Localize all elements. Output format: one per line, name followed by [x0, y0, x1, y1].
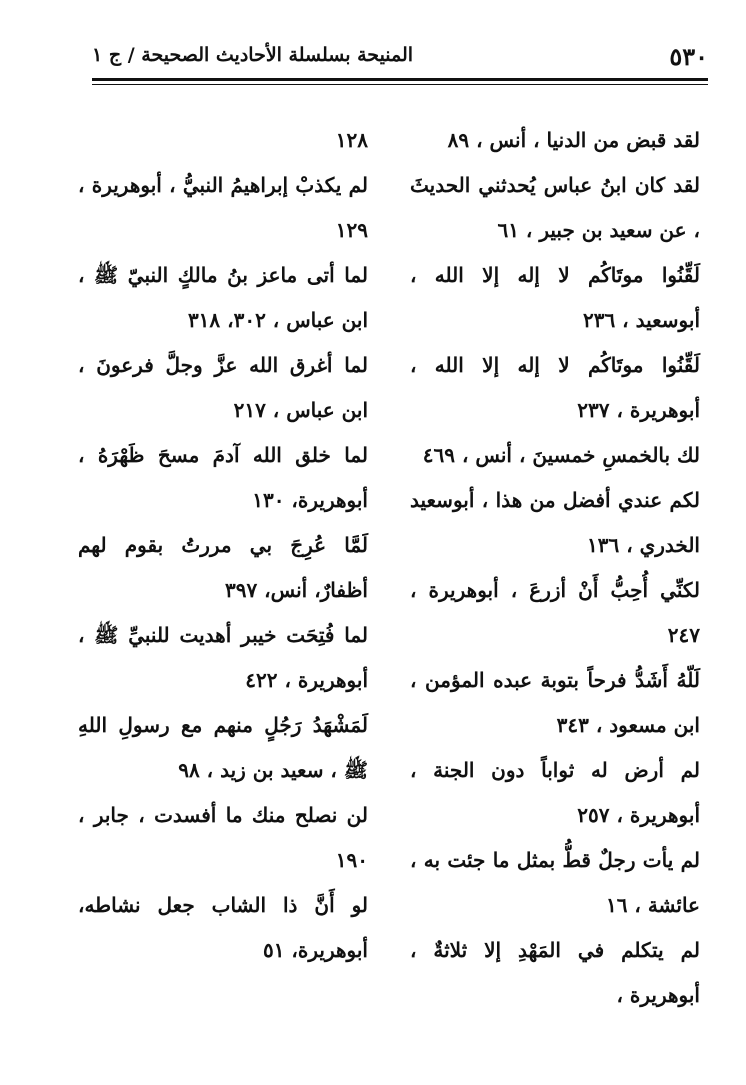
index-entry: لما أغرق الله عزَّ وجلَّ فرعونَ ، ابن عباس ، ٢١٧: [78, 353, 368, 422]
index-entry: لم يأت رجلٌ قطُّ بمثل ما جئت به ، عائشة ، ١٦: [410, 848, 700, 917]
index-entry: لَمَشْهَدُ رَجُلٍ منهم مع رسولِ اللهِ ﷺ ، سعيد بن زيد ، ٩٨: [78, 713, 368, 782]
index-entry: لما أتى ماعز بنُ مالكٍ النبيّ ﷺ ، ابن عباس ، ٣٠٢، ٣١٨: [78, 263, 368, 332]
index-entry: لم أرض له ثواباً دون الجنة ، أبوهريرة ، ٢٥٧: [410, 758, 700, 827]
index-column-right: [410, 118, 700, 1018]
index-entry: لم يتكلم في المَهْدِ إلا ثلاثةٌ ، أبوهريرة ،: [410, 938, 700, 1007]
index-entry: لم يكذبْ إبراهيمُ النبيُّ ، أبوهريرة ، ١٢٩: [78, 173, 368, 242]
index-entry: لَلّهُ أَشَدُّ فرحاً بتوبة عبده المؤمن ، ابن مسعود ، ٣٤٣: [410, 668, 700, 737]
index-entry: لكنِّي أُحِبُّ أَنْ أزرعَ ، أبوهريرة ، ٢٤٧: [410, 578, 700, 647]
page-header: [92, 40, 708, 80]
index-entry: لك بالخمسِ خمسينَ ، أنس ، ٤٦٩: [422, 443, 700, 467]
index-entry: لقد كان ابنُ عباس يُحدثني الحديثَ ، عن سعيد بن جبير ، ٦١: [410, 173, 700, 242]
page-number: ٥٣٠: [669, 42, 708, 71]
index-entry: لَقِّنُوا موتَاكُم لا إله إلا الله ، أبوهريرة ، ٢٣٧: [410, 353, 700, 422]
index-entry: لو أَنَّ ذا الشاب جعل نشاطه، أبوهريرة، ٥١: [78, 893, 368, 962]
header-rule-thick: [92, 78, 708, 81]
index-column-left: [78, 118, 368, 973]
index-entry: لما خلق الله آدمَ مسحَ ظَهْرَهُ ، أبوهريرة، ١٣٠: [78, 443, 368, 512]
index-entry: لقد قبض من الدنيا ، أنس ، ٨٩: [447, 128, 700, 152]
running-title: المنيحة بسلسلة الأحاديث الصحيحة / ج ١: [92, 44, 414, 66]
index-entry: لما فُتِحَت خيبر أهديت للنبيِّ ﷺ ، أبوهريرة ، ٤٢٢: [78, 623, 368, 692]
index-entry: لن نصلح منك ما أفسدت ، جابر ، ١٩٠: [78, 803, 368, 872]
header-rule-thin: [92, 84, 708, 85]
index-entry: لَمَّا عُرِجَ بي مررتُ بقوم لهم أظفارٌ، أنس، ٣٩٧: [78, 533, 368, 602]
index-entry: لَقِّنُوا موتَاكُم لا إله إلا الله ، أبوسعيد ، ٢٣٦: [410, 263, 700, 332]
index-entry-continuation: ١٢٨: [335, 128, 368, 152]
index-entry: لكم عندي أفضل من هذا ، أبوسعيد الخدري ، ١٣٦: [410, 488, 700, 557]
